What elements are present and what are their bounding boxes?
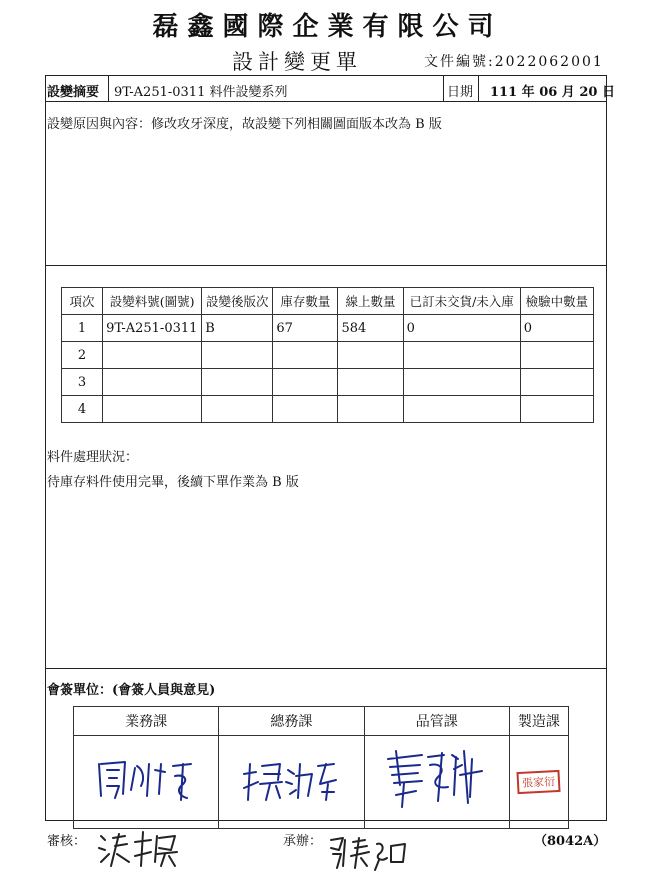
dept-quality-control: 品管課 (364, 707, 509, 736)
cell-part (103, 369, 202, 396)
reason-divider (45, 265, 607, 266)
items-table (61, 287, 594, 423)
col-online: 線上數量 (338, 288, 403, 315)
signature-sales (74, 736, 219, 829)
countersign-header-row (74, 707, 569, 736)
items-header-row (62, 288, 594, 315)
cell-stock (273, 369, 338, 396)
col-no: 項次 (62, 288, 103, 315)
cell-no: 3 (62, 369, 103, 396)
handling-label: 料件處理狀況： (47, 450, 139, 465)
date-label-left-divider (443, 75, 444, 101)
summary-value-text: 9T-A251-0311 料件設變系列 (114, 85, 288, 100)
countersign-label: 會簽單位：(會簽人員與意見) (47, 683, 216, 698)
cell-ordered: 0 (403, 315, 520, 342)
document-number (424, 51, 604, 71)
review-label: 審核： (47, 834, 87, 849)
handwritten-signature-handler (325, 830, 410, 872)
handwritten-signature-reviewer (95, 826, 180, 870)
dept-manufacturing: 製造課 (509, 707, 568, 736)
signature-general-affairs (219, 736, 364, 829)
cell-online (338, 369, 403, 396)
cell-inspect (520, 342, 593, 369)
cell-ordered (403, 396, 520, 423)
date-label-right-divider (478, 75, 479, 101)
cell-no: 4 (62, 396, 103, 423)
approve-label: 承辦： (283, 834, 323, 849)
table-row (62, 396, 594, 423)
cell-rev: B (202, 315, 273, 342)
form-code: （8042A） (534, 834, 607, 849)
cell-stock: 67 (273, 315, 338, 342)
cell-part (103, 396, 202, 423)
change-reason: 設變原因與內容：修改攻牙深度，故設變下列相關圖面版本改為 B 版 (47, 117, 442, 132)
cell-rev (202, 369, 273, 396)
cell-stock (273, 396, 338, 423)
cell-no: 2 (62, 342, 103, 369)
cell-no: 1 (62, 315, 103, 342)
handwritten-signature-sales (91, 750, 201, 810)
date-label: 日期 (447, 85, 474, 100)
form-title: 設計變更單 (232, 50, 362, 74)
date-value: 111 年 06 月 20 日 (490, 85, 615, 100)
cell-ordered (403, 342, 520, 369)
col-ordered: 已訂未交貨/未入庫 (403, 288, 520, 315)
cell-online (338, 396, 403, 423)
cell-online: 584 (338, 315, 403, 342)
table-row (62, 369, 594, 396)
cell-inspect (520, 396, 593, 423)
handwritten-signature-quality-control (382, 745, 492, 815)
cell-stock (273, 342, 338, 369)
handwritten-signature-general-affairs (236, 750, 346, 810)
countersign-signature-row (74, 736, 569, 829)
table-row (62, 342, 594, 369)
cell-rev (202, 396, 273, 423)
cell-rev (202, 342, 273, 369)
col-part: 設變料號(圖號) (103, 288, 202, 315)
handling-divider (45, 668, 607, 669)
dept-general-affairs: 總務課 (219, 707, 364, 736)
col-rev: 設變後版次 (202, 288, 273, 315)
cell-inspect: 0 (520, 315, 593, 342)
cell-part (103, 342, 202, 369)
signature-quality-control (364, 736, 509, 829)
seal-stamp: 張家衍 (517, 770, 561, 794)
cell-part: 9T-A251-0311 (103, 315, 202, 342)
signature-manufacturing (509, 736, 568, 829)
doc-no-label: 文件編號: (424, 54, 495, 70)
cell-online (338, 342, 403, 369)
doc-no-value: 2022062001 (494, 54, 604, 70)
summary-label: 設變摘要 (47, 85, 100, 100)
company-name: 磊鑫國際企業有限公司 (152, 12, 503, 42)
countersign-table (73, 706, 569, 829)
cell-ordered (403, 369, 520, 396)
summary-value (114, 81, 287, 100)
dept-sales: 業務課 (74, 707, 219, 736)
handling-text: 待庫存料件使用完畢，後續下單作業為 B 版 (47, 475, 299, 490)
summary-label-divider (108, 75, 109, 101)
col-inspect: 檢驗中數量 (520, 288, 593, 315)
col-stock: 庫存數量 (273, 288, 338, 315)
table-row (62, 315, 594, 342)
summary-divider (45, 101, 607, 102)
cell-inspect (520, 369, 593, 396)
